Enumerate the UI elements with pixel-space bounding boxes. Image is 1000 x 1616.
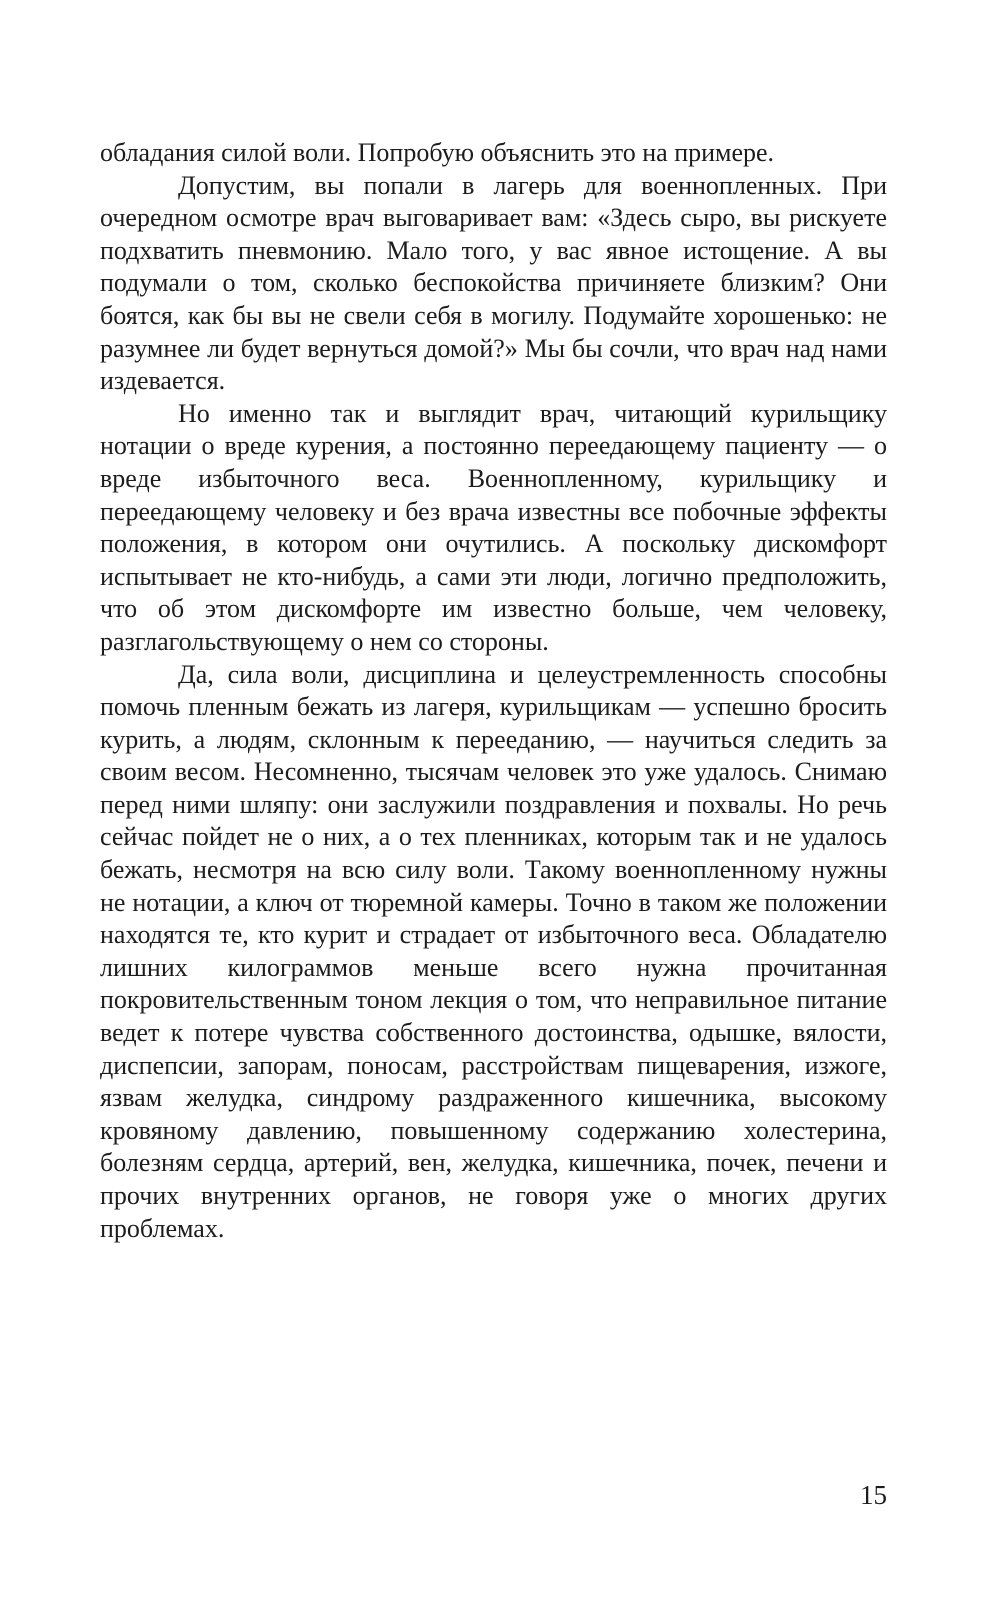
paragraph-doctor-lectures: Но именно так и выглядит врач, читающий курильщику нотации о вреде курения, а постоянно переедающему пациенту — о вреде избыточного веса. Военнопленному, курильщику и переедающему человеку и без врача известны все побочные эффекты положения, в котором они очутились. А поскольку дискомфорт испытывает не кто-нибудь, а сами эти люди, логично предположить, что об этом дискомфорте им известно больше, чем человеку, разглагольствующему о нем со стороны.: [100, 398, 887, 656]
body-text: [100, 137, 887, 1245]
paragraph-continued: обладания силой воли. Попробую объяснить это на примере.: [100, 138, 775, 167]
page-number: 15: [860, 1480, 887, 1510]
paragraph-willpower: Да, сила воли, дисциплина и целеустремленность способны помочь пленным бежать из лагеря, курильщикам — успешно бросить курить, а людям, склонным к перееданию, — научиться следить за своим весом. Несомненно, тысячам человек это уже удалось. Снимаю перед ними шляпу: они заслужили поздравления и похвалы. Но речь сейчас пойдет не о них, а о тех пленниках, которым так и не удалось бежать, несмотря на всю силу воли. Такому военнопленному нужны не нотации, а ключ от тюремной камеры. Точно в таком же положении находятся те, кто курит и страдает от избыточного веса. Обладателю лишних килограммов меньше всего нужна прочитанная покровительственным тоном лекция о том, что неправильное питание ведет к потере чувства собственного достоинства, одышке, вялости, диспепсии, запорам, поносам, расстройствам пищеварения, изжоге, язвам желудка, синдрому раздраженного кишечника, высокому кровяному давлению, повышенному содержанию холестерина, болезням сердца, артерий, вен, желудка, кишечника, почек, печени и прочих внутренних органов, не говоря уже о многих других проблемах.: [100, 659, 887, 1243]
paragraph-pow-camp-example: Допустим, вы попали в лагерь для военнопленных. При очередном осмотре врач выговаривает вам: «Здесь сыро, вы рискуете подхватить пневмонию. Мало того, у вас явное истощение. А вы подумали о том, сколько беспокойства причиняете близким? Они боятся, как бы вы не свели себя в могилу. Подумайте хорошенько: не разумнее ли будет вернуться домой?» Мы бы сочли, что врач над нами издевается.: [100, 170, 887, 396]
